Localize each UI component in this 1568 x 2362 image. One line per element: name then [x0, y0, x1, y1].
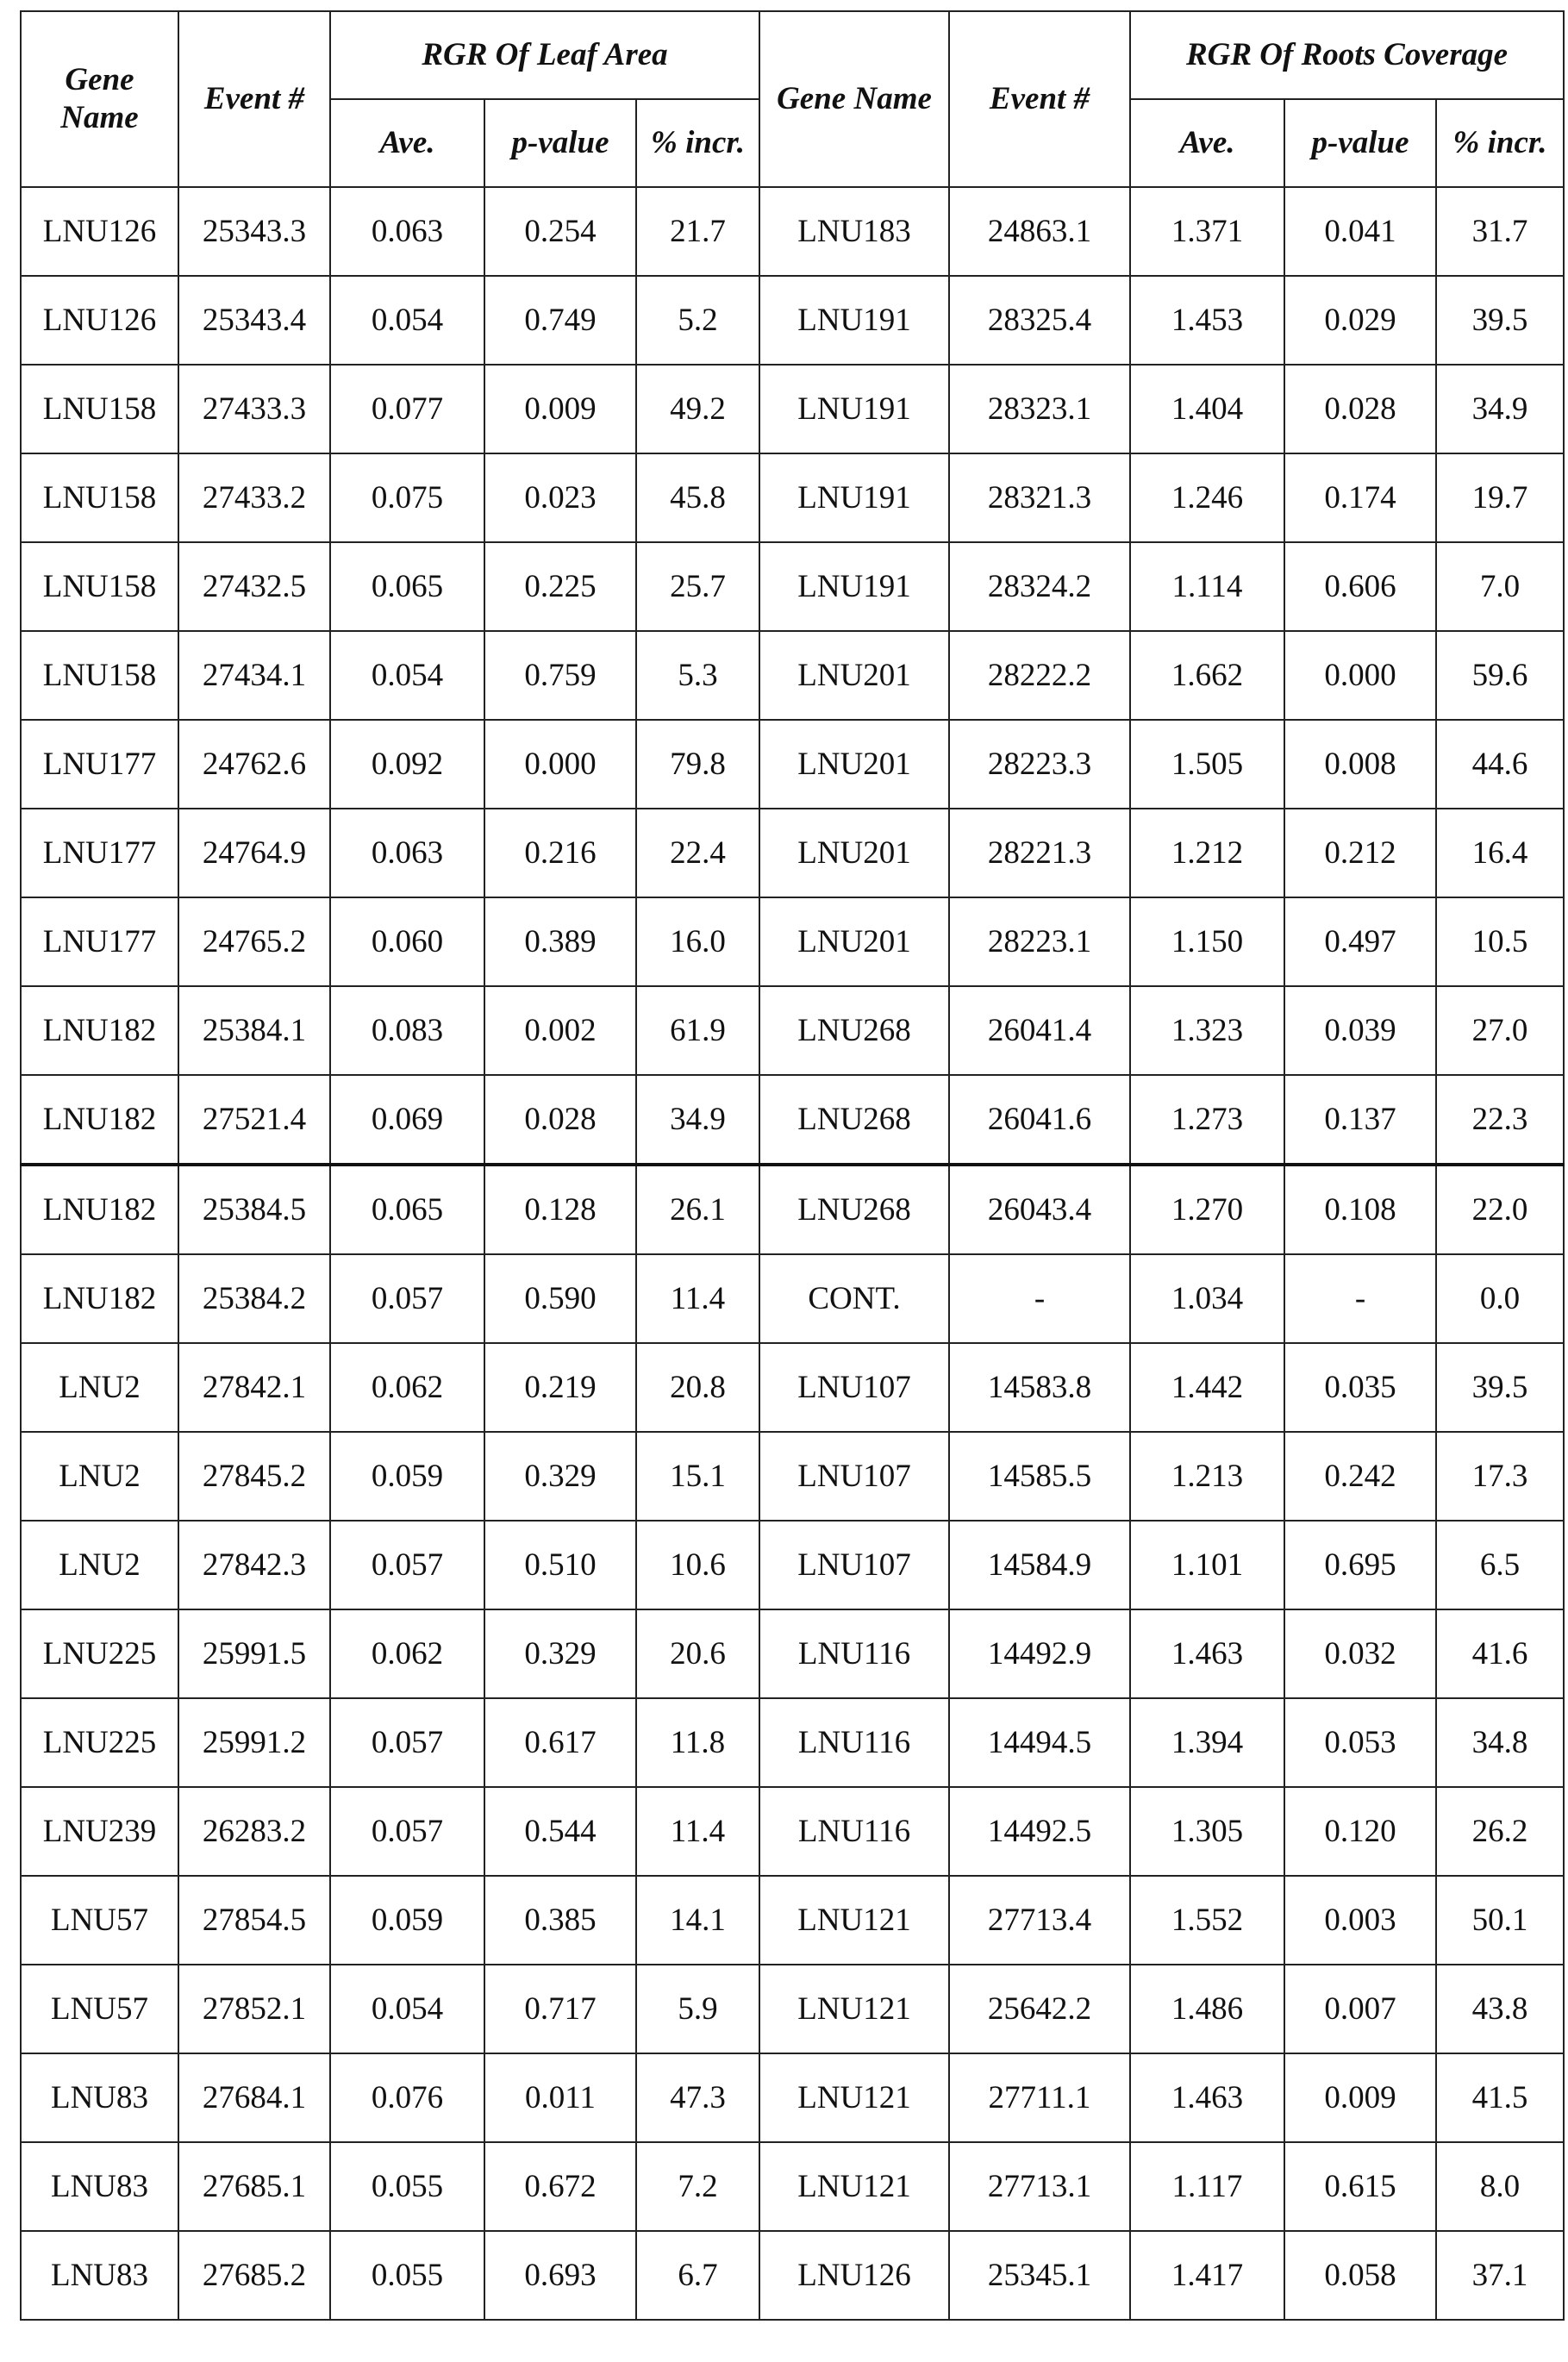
cell-event-2: 25345.1: [949, 2231, 1130, 2320]
cell-gene-name: LNU239: [21, 1787, 178, 1876]
cell-leaf-pvalue: 0.389: [484, 897, 636, 986]
cell-event-2: 14585.5: [949, 1432, 1130, 1521]
cell-roots-incr: 39.5: [1436, 1343, 1564, 1432]
cell-gene-name: LNU2: [21, 1521, 178, 1609]
cell-roots-pvalue: 0.120: [1284, 1787, 1436, 1876]
cell-roots-ave: 1.270: [1130, 1165, 1284, 1254]
cell-gene-name: LNU182: [21, 986, 178, 1075]
header-roots-incr: % incr.: [1436, 99, 1564, 187]
cell-roots-pvalue: 0.041: [1284, 187, 1436, 276]
cell-roots-pvalue: 0.039: [1284, 986, 1436, 1075]
cell-roots-incr: 44.6: [1436, 720, 1564, 809]
cell-leaf-pvalue: 0.009: [484, 365, 636, 453]
cell-gene-name-2: LNU191: [759, 453, 949, 542]
cell-gene-name: LNU182: [21, 1254, 178, 1343]
cell-event: 27854.5: [178, 1876, 330, 1965]
cell-gene-name: LNU83: [21, 2053, 178, 2142]
cell-roots-incr: 22.3: [1436, 1075, 1564, 1165]
cell-leaf-ave: 0.062: [330, 1609, 484, 1698]
cell-event-2: 26043.4: [949, 1165, 1130, 1254]
cell-roots-ave: 1.150: [1130, 897, 1284, 986]
table-row: [21, 1254, 1564, 1343]
cell-roots-incr: 19.7: [1436, 453, 1564, 542]
cell-leaf-ave: 0.057: [330, 1254, 484, 1343]
cell-leaf-incr: 20.6: [636, 1609, 759, 1698]
cell-event-2: 14584.9: [949, 1521, 1130, 1609]
cell-leaf-ave: 0.057: [330, 1787, 484, 1876]
cell-roots-ave: 1.371: [1130, 187, 1284, 276]
cell-roots-ave: 1.552: [1130, 1876, 1284, 1965]
cell-event: 27842.1: [178, 1343, 330, 1432]
cell-leaf-incr: 49.2: [636, 365, 759, 453]
cell-event-2: 24863.1: [949, 187, 1130, 276]
cell-leaf-incr: 16.0: [636, 897, 759, 986]
cell-leaf-pvalue: 0.510: [484, 1521, 636, 1609]
cell-event: 25991.5: [178, 1609, 330, 1698]
cell-gene-name-2: CONT.: [759, 1254, 949, 1343]
cell-roots-pvalue: 0.007: [1284, 1965, 1436, 2053]
cell-event-2: 28321.3: [949, 453, 1130, 542]
cell-roots-ave: 1.394: [1130, 1698, 1284, 1787]
cell-roots-ave: 1.505: [1130, 720, 1284, 809]
cell-leaf-ave: 0.062: [330, 1343, 484, 1432]
header-event-left: Event #: [178, 11, 330, 187]
cell-leaf-ave: 0.076: [330, 2053, 484, 2142]
cell-event: 27433.2: [178, 453, 330, 542]
cell-gene-name-2: LNU107: [759, 1432, 949, 1521]
cell-leaf-pvalue: 0.254: [484, 187, 636, 276]
cell-gene-name: LNU83: [21, 2231, 178, 2320]
cell-gene-name-2: LNU121: [759, 1876, 949, 1965]
table-row: [21, 187, 1564, 276]
cell-leaf-incr: 20.8: [636, 1343, 759, 1432]
cell-gene-name-2: LNU191: [759, 542, 949, 631]
cell-gene-name: LNU57: [21, 1876, 178, 1965]
cell-gene-name-2: LNU268: [759, 1165, 949, 1254]
cell-gene-name: LNU83: [21, 2142, 178, 2231]
cell-roots-incr: 22.0: [1436, 1165, 1564, 1254]
cell-leaf-pvalue: 0.002: [484, 986, 636, 1075]
cell-leaf-pvalue: 0.023: [484, 453, 636, 542]
cell-roots-pvalue: 0.497: [1284, 897, 1436, 986]
cell-event: 24762.6: [178, 720, 330, 809]
cell-leaf-incr: 11.4: [636, 1254, 759, 1343]
table-row: [21, 986, 1564, 1075]
cell-leaf-incr: 14.1: [636, 1876, 759, 1965]
cell-leaf-incr: 11.4: [636, 1787, 759, 1876]
cell-event: 25343.3: [178, 187, 330, 276]
cell-event: 25343.4: [178, 276, 330, 365]
cell-event-2: 28323.1: [949, 365, 1130, 453]
cell-gene-name-2: LNU201: [759, 720, 949, 809]
cell-leaf-ave: 0.054: [330, 631, 484, 720]
cell-event: 27434.1: [178, 631, 330, 720]
cell-roots-incr: 7.0: [1436, 542, 1564, 631]
cell-roots-ave: 1.417: [1130, 2231, 1284, 2320]
cell-leaf-ave: 0.063: [330, 187, 484, 276]
cell-roots-pvalue: 0.615: [1284, 2142, 1436, 2231]
cell-roots-ave: 1.273: [1130, 1075, 1284, 1165]
cell-event-2: -: [949, 1254, 1130, 1343]
cell-event-2: 27713.4: [949, 1876, 1130, 1965]
cell-gene-name: LNU225: [21, 1698, 178, 1787]
cell-roots-ave: 1.246: [1130, 453, 1284, 542]
cell-event-2: 14492.5: [949, 1787, 1130, 1876]
cell-roots-pvalue: -: [1284, 1254, 1436, 1343]
cell-leaf-ave: 0.060: [330, 897, 484, 986]
cell-event-2: 26041.6: [949, 1075, 1130, 1165]
table-row: [21, 1787, 1564, 1876]
cell-gene-name-2: LNU268: [759, 986, 949, 1075]
cell-roots-pvalue: 0.058: [1284, 2231, 1436, 2320]
table-row: [21, 2142, 1564, 2231]
cell-roots-incr: 17.3: [1436, 1432, 1564, 1521]
cell-roots-ave: 1.442: [1130, 1343, 1284, 1432]
table-row: [21, 1432, 1564, 1521]
cell-leaf-incr: 7.2: [636, 2142, 759, 2231]
cell-gene-name-2: LNU116: [759, 1787, 949, 1876]
cell-leaf-ave: 0.092: [330, 720, 484, 809]
cell-gene-name: LNU177: [21, 897, 178, 986]
cell-leaf-ave: 0.055: [330, 2142, 484, 2231]
cell-roots-incr: 43.8: [1436, 1965, 1564, 2053]
cell-gene-name-2: LNU116: [759, 1609, 949, 1698]
cell-leaf-pvalue: 0.590: [484, 1254, 636, 1343]
cell-roots-incr: 41.6: [1436, 1609, 1564, 1698]
cell-leaf-ave: 0.063: [330, 809, 484, 897]
cell-leaf-incr: 5.2: [636, 276, 759, 365]
cell-roots-pvalue: 0.212: [1284, 809, 1436, 897]
table-row: [21, 365, 1564, 453]
cell-leaf-pvalue: 0.216: [484, 809, 636, 897]
cell-leaf-pvalue: 0.385: [484, 1876, 636, 1965]
cell-leaf-ave: 0.075: [330, 453, 484, 542]
cell-leaf-incr: 10.6: [636, 1521, 759, 1609]
cell-event: 25991.2: [178, 1698, 330, 1787]
cell-roots-pvalue: 0.174: [1284, 453, 1436, 542]
cell-event: 25384.5: [178, 1165, 330, 1254]
cell-roots-incr: 41.5: [1436, 2053, 1564, 2142]
cell-event: 27845.2: [178, 1432, 330, 1521]
cell-event-2: 28223.1: [949, 897, 1130, 986]
cell-gene-name: LNU2: [21, 1343, 178, 1432]
cell-roots-ave: 1.323: [1130, 986, 1284, 1075]
cell-roots-incr: 34.8: [1436, 1698, 1564, 1787]
cell-leaf-pvalue: 0.759: [484, 631, 636, 720]
table-row: [21, 809, 1564, 897]
cell-leaf-ave: 0.054: [330, 1965, 484, 2053]
cell-leaf-incr: 47.3: [636, 2053, 759, 2142]
cell-gene-name: LNU158: [21, 365, 178, 453]
cell-leaf-incr: 45.8: [636, 453, 759, 542]
cell-roots-pvalue: 0.008: [1284, 720, 1436, 809]
cell-gene-name: LNU225: [21, 1609, 178, 1698]
cell-leaf-pvalue: 0.011: [484, 2053, 636, 2142]
cell-leaf-ave: 0.069: [330, 1075, 484, 1165]
cell-roots-pvalue: 0.035: [1284, 1343, 1436, 1432]
cell-leaf-incr: 25.7: [636, 542, 759, 631]
table-body: [21, 187, 1564, 2320]
cell-roots-pvalue: 0.029: [1284, 276, 1436, 365]
cell-roots-incr: 31.7: [1436, 187, 1564, 276]
cell-roots-incr: 39.5: [1436, 276, 1564, 365]
cell-event-2: 25642.2: [949, 1965, 1130, 2053]
cell-gene-name-2: LNU126: [759, 2231, 949, 2320]
cell-event-2: 14494.5: [949, 1698, 1130, 1787]
header-leaf-pvalue: p-value: [484, 99, 636, 187]
cell-event: 25384.1: [178, 986, 330, 1075]
cell-event-2: 27711.1: [949, 2053, 1130, 2142]
cell-leaf-incr: 11.8: [636, 1698, 759, 1787]
cell-roots-ave: 1.212: [1130, 809, 1284, 897]
cell-gene-name: LNU158: [21, 453, 178, 542]
cell-roots-incr: 10.5: [1436, 897, 1564, 986]
cell-roots-incr: 8.0: [1436, 2142, 1564, 2231]
cell-gene-name-2: LNU183: [759, 187, 949, 276]
cell-event-2: 14583.8: [949, 1343, 1130, 1432]
cell-gene-name-2: LNU121: [759, 2053, 949, 2142]
cell-roots-ave: 1.463: [1130, 1609, 1284, 1698]
table-row: [21, 2053, 1564, 2142]
table-row: [21, 2231, 1564, 2320]
cell-leaf-incr: 5.3: [636, 631, 759, 720]
cell-event: 24765.2: [178, 897, 330, 986]
cell-event: 27852.1: [178, 1965, 330, 2053]
cell-gene-name-2: LNU107: [759, 1521, 949, 1609]
cell-leaf-ave: 0.059: [330, 1876, 484, 1965]
cell-gene-name: LNU158: [21, 542, 178, 631]
header-roots-ave: Ave.: [1130, 99, 1284, 187]
cell-roots-ave: 1.463: [1130, 2053, 1284, 2142]
cell-roots-incr: 34.9: [1436, 365, 1564, 453]
cell-leaf-ave: 0.065: [330, 542, 484, 631]
cell-roots-ave: 1.486: [1130, 1965, 1284, 2053]
cell-event: 24764.9: [178, 809, 330, 897]
table-row: [21, 1521, 1564, 1609]
cell-roots-pvalue: 0.032: [1284, 1609, 1436, 1698]
cell-gene-name: LNU158: [21, 631, 178, 720]
cell-leaf-pvalue: 0.225: [484, 542, 636, 631]
table-row: [21, 1698, 1564, 1787]
cell-roots-incr: 50.1: [1436, 1876, 1564, 1965]
cell-roots-ave: 1.453: [1130, 276, 1284, 365]
cell-leaf-incr: 15.1: [636, 1432, 759, 1521]
cell-roots-pvalue: 0.028: [1284, 365, 1436, 453]
table-row: [21, 631, 1564, 720]
cell-roots-incr: 59.6: [1436, 631, 1564, 720]
cell-leaf-ave: 0.055: [330, 2231, 484, 2320]
cell-event-2: 26041.4: [949, 986, 1130, 1075]
cell-gene-name-2: LNU201: [759, 631, 949, 720]
cell-gene-name-2: LNU191: [759, 365, 949, 453]
cell-roots-pvalue: 0.053: [1284, 1698, 1436, 1787]
cell-roots-incr: 16.4: [1436, 809, 1564, 897]
cell-leaf-pvalue: 0.128: [484, 1165, 636, 1254]
cell-gene-name-2: LNU107: [759, 1343, 949, 1432]
table-row: [21, 1165, 1564, 1254]
cell-roots-ave: 1.117: [1130, 2142, 1284, 2231]
cell-event: 25384.2: [178, 1254, 330, 1343]
cell-roots-ave: 1.662: [1130, 631, 1284, 720]
cell-leaf-ave: 0.065: [330, 1165, 484, 1254]
cell-leaf-incr: 5.9: [636, 1965, 759, 2053]
cell-gene-name: LNU182: [21, 1075, 178, 1165]
cell-leaf-pvalue: 0.329: [484, 1609, 636, 1698]
table-row: [21, 897, 1564, 986]
results-table: [20, 10, 1565, 2321]
cell-leaf-pvalue: 0.617: [484, 1698, 636, 1787]
cell-roots-incr: 26.2: [1436, 1787, 1564, 1876]
cell-roots-pvalue: 0.108: [1284, 1165, 1436, 1254]
cell-roots-ave: 1.114: [1130, 542, 1284, 631]
cell-gene-name: LNU177: [21, 720, 178, 809]
cell-event: 27432.5: [178, 542, 330, 631]
cell-roots-pvalue: 0.137: [1284, 1075, 1436, 1165]
cell-gene-name: LNU126: [21, 187, 178, 276]
cell-roots-pvalue: 0.003: [1284, 1876, 1436, 1965]
cell-gene-name: LNU126: [21, 276, 178, 365]
cell-gene-name-2: LNU116: [759, 1698, 949, 1787]
cell-leaf-pvalue: 0.693: [484, 2231, 636, 2320]
cell-event: 27684.1: [178, 2053, 330, 2142]
cell-gene-name-2: LNU121: [759, 1965, 949, 2053]
cell-event: 27685.2: [178, 2231, 330, 2320]
cell-roots-incr: 37.1: [1436, 2231, 1564, 2320]
cell-leaf-ave: 0.057: [330, 1521, 484, 1609]
header-rgr-leaf-area: RGR Of Leaf Area: [330, 11, 759, 99]
header-gene-name-left: Gene Name: [21, 11, 178, 187]
cell-leaf-incr: 61.9: [636, 986, 759, 1075]
cell-leaf-pvalue: 0.329: [484, 1432, 636, 1521]
header-leaf-incr: % incr.: [636, 99, 759, 187]
cell-leaf-ave: 0.077: [330, 365, 484, 453]
cell-gene-name: LNU57: [21, 1965, 178, 2053]
cell-leaf-pvalue: 0.749: [484, 276, 636, 365]
cell-event-2: 27713.1: [949, 2142, 1130, 2231]
cell-gene-name: LNU177: [21, 809, 178, 897]
cell-roots-incr: 6.5: [1436, 1521, 1564, 1609]
cell-leaf-pvalue: 0.000: [484, 720, 636, 809]
cell-leaf-pvalue: 0.028: [484, 1075, 636, 1165]
cell-gene-name-2: LNU191: [759, 276, 949, 365]
cell-event: 27842.3: [178, 1521, 330, 1609]
cell-event: 26283.2: [178, 1787, 330, 1876]
cell-gene-name: LNU2: [21, 1432, 178, 1521]
cell-leaf-incr: 21.7: [636, 187, 759, 276]
cell-event: 27521.4: [178, 1075, 330, 1165]
table-row: [21, 1075, 1564, 1165]
cell-roots-pvalue: 0.009: [1284, 2053, 1436, 2142]
cell-roots-ave: 1.404: [1130, 365, 1284, 453]
table-row: [21, 453, 1564, 542]
cell-leaf-incr: 6.7: [636, 2231, 759, 2320]
cell-roots-pvalue: 0.000: [1284, 631, 1436, 720]
cell-event-2: 14492.9: [949, 1609, 1130, 1698]
table-row: [21, 542, 1564, 631]
header-event-right: Event #: [949, 11, 1130, 187]
table-row: [21, 1609, 1564, 1698]
cell-event-2: 28221.3: [949, 809, 1130, 897]
cell-roots-ave: 1.034: [1130, 1254, 1284, 1343]
cell-leaf-ave: 0.083: [330, 986, 484, 1075]
cell-event-2: 28325.4: [949, 276, 1130, 365]
cell-event-2: 28223.3: [949, 720, 1130, 809]
header-gene-name-right: Gene Name: [759, 11, 949, 187]
cell-event-2: 28222.2: [949, 631, 1130, 720]
table-row: [21, 1876, 1564, 1965]
cell-roots-incr: 0.0: [1436, 1254, 1564, 1343]
cell-leaf-incr: 22.4: [636, 809, 759, 897]
cell-leaf-incr: 26.1: [636, 1165, 759, 1254]
cell-leaf-ave: 0.057: [330, 1698, 484, 1787]
cell-roots-ave: 1.305: [1130, 1787, 1284, 1876]
cell-leaf-pvalue: 0.672: [484, 2142, 636, 2231]
cell-event-2: 28324.2: [949, 542, 1130, 631]
cell-gene-name-2: LNU201: [759, 809, 949, 897]
cell-gene-name: LNU182: [21, 1165, 178, 1254]
header-roots-pvalue: p-value: [1284, 99, 1436, 187]
cell-roots-pvalue: 0.695: [1284, 1521, 1436, 1609]
cell-leaf-pvalue: 0.717: [484, 1965, 636, 2053]
table-row: [21, 1965, 1564, 2053]
cell-event: 27685.1: [178, 2142, 330, 2231]
cell-leaf-pvalue: 0.219: [484, 1343, 636, 1432]
cell-roots-ave: 1.213: [1130, 1432, 1284, 1521]
cell-roots-pvalue: 0.242: [1284, 1432, 1436, 1521]
cell-gene-name-2: LNU268: [759, 1075, 949, 1165]
table-row: [21, 720, 1564, 809]
table-row: [21, 1343, 1564, 1432]
cell-leaf-pvalue: 0.544: [484, 1787, 636, 1876]
cell-leaf-ave: 0.054: [330, 276, 484, 365]
cell-gene-name-2: LNU121: [759, 2142, 949, 2231]
cell-leaf-incr: 34.9: [636, 1075, 759, 1165]
cell-leaf-incr: 79.8: [636, 720, 759, 809]
cell-leaf-ave: 0.059: [330, 1432, 484, 1521]
cell-roots-ave: 1.101: [1130, 1521, 1284, 1609]
cell-event: 27433.3: [178, 365, 330, 453]
cell-roots-incr: 27.0: [1436, 986, 1564, 1075]
cell-roots-pvalue: 0.606: [1284, 542, 1436, 631]
table-row: [21, 276, 1564, 365]
header-rgr-roots-coverage: RGR Of Roots Coverage: [1130, 11, 1564, 99]
cell-gene-name-2: LNU201: [759, 897, 949, 986]
header-leaf-ave: Ave.: [330, 99, 484, 187]
